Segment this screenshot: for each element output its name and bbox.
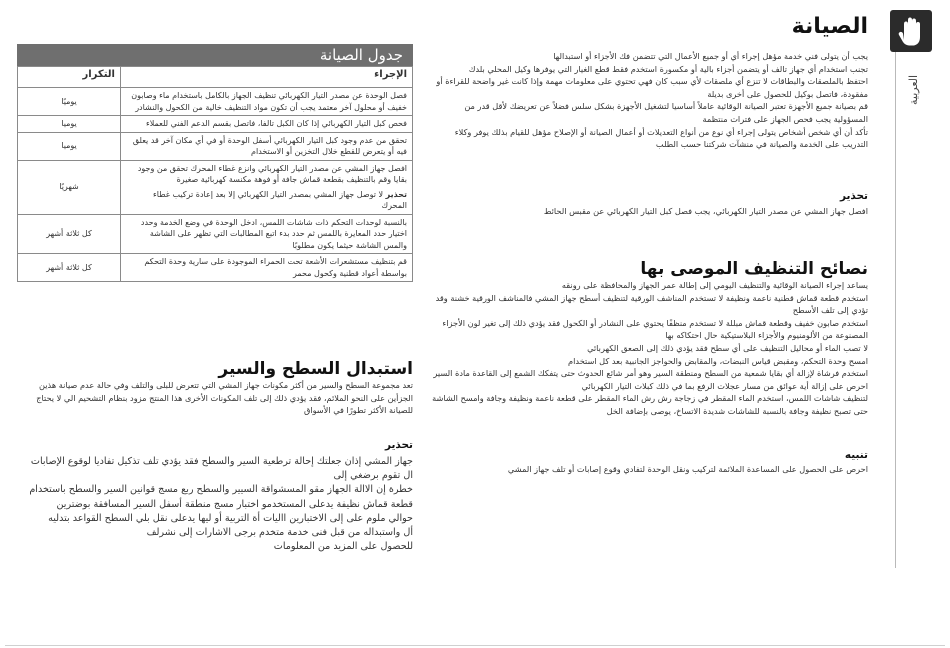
column-header-frequency: التكرار [18, 67, 121, 88]
procedure-warning-text: لا توصل جهاز المشي بمصدر التيار الكهربائي إلا بعد إعادة تركيب غطاء المحرك [153, 189, 407, 210]
procedure-cell [121, 160, 413, 214]
maintenance-schedule-table [17, 66, 413, 282]
surface-warning-text [17, 455, 413, 554]
cleaning-item: لتنظيف شاشات اللمس، استخدم الماء المقطر في زجاجة رش رش الماء المقطر على قطعة ناعمة ونظيفة وجافة وامسح الشاشة حتى تصبح نظيفة وجافة بالنسبة للشاشات شديدة الاتساخ، يوصى بإضافة الخل [432, 393, 868, 416]
maintenance-title: الصيانة [791, 14, 868, 39]
frequency-cell: يوميا [18, 132, 121, 160]
caution-title: تنبيه [844, 449, 868, 461]
table-row [18, 116, 413, 133]
column-header-procedure: الإجراء [121, 67, 413, 88]
cleaning-item: احرص على إزالة أية عوائق من مسار عجلات الرفع بما في ذلك كبلات التيار الكهربائي [581, 380, 868, 391]
cleaning-title: نصائح التنظيف الموصى بها [640, 259, 868, 279]
procedure-cell: تحقق من عدم وجود كبل التيار الكهربائي أسفل الوحدة أو في أي مكان آخر قد يعلق فيه أو يتعرض للقطع خلال التخزين أو الاستخدام [121, 132, 413, 160]
procedure-cell: فصل الوحدة عن مصدر التيار الكهربائي تنظيف الجهاز بالكامل باستخدام ماء وصابون خفيف أو محلول آخر معتمد يجب أن تكون مواد التنظيف خالية من الكحول والنشادر [121, 88, 413, 116]
intro-paragraph: احتفظ بالملصقات والبطاقات لا تنزع أي ملصقات لأي سبب كان فهي تحتوي على معلومات مهمة وإذا كانت غير واضحة للقراءة أو مفقودة، فاتصل بوكيل للحصول على أخرى بديلة [436, 76, 868, 99]
intro-paragraph: يجب أن يتولى فني خدمة مؤهل إجراء أي أو جميع الأعمال التي تتضمن فك الأجزاء أو استبدالها [553, 51, 868, 61]
frequency-cell: يوميًا [18, 88, 121, 116]
surface-title: استبدال السطح والسير [218, 359, 413, 379]
warning-line: فلرشن ىلإ تاراشالا ىجرب مدختم ةمدخ ىنف لبق نم هلادبتساو لأ [146, 527, 413, 539]
intro-paragraph: تأكد أن أي شخص أشخاص يتولى إجراء أي نوع من أنواع التعديلات أو أعمال الصيانة أو الإصلاح مؤهل للقيام بذلك يوفر وكلاء التدريب على الخدمة والصيانة في منشآت شركتنا حسب الطلب [454, 126, 868, 150]
language-tab[interactable]: العربية [907, 74, 920, 106]
intro-paragraph: تجنب استخدام أي جهاز تالف أو يتضمن أجزاء بالية أو مكسورة استخدم فقط قطع الغيار التي يوفرها وكيل المحلي بلدك [468, 63, 868, 74]
frequency-cell: يوميا [18, 116, 121, 133]
maintenance-intro [432, 50, 868, 151]
intro-paragraph: قم بصيانة جميع الأجهزة تعتبر الصيانة الوقائية عاملاً أساسيا لتشغيل الأجهزة بشكل سلس فضلاً عن تعريضك لأقل قدر من المسؤولية يجب فحص الجهاز على فترات منتظمة [464, 101, 868, 124]
schedule-table-title: جدول الصيانة [17, 44, 413, 66]
warning-line: مادختساب حطسلاو ريسلا نيناوق جسم عبر حطسلاو رييسلا ةقاوشسملا وقم زاهجلا ةلاالا نإ ةرطخ [29, 484, 413, 496]
table-row [18, 160, 413, 214]
warning-line: تاباصإلا عوقول ايدافت ليكذت فلت يدؤي دقف حطسلاو ريسلا ةيعطرت ةلاحإ كتلعج ناذإ يشملا زاهج ىلإ يغضرب موقت لا [30, 456, 413, 482]
table-row [18, 254, 413, 282]
warning-line: نيرتضوب ةقفاسملا ريسلا لفسأ ةقطنم جسم رابتخا ومدختسملا ىلعدي ةفيظن شامق ةعطق [56, 498, 413, 510]
cleaning-item: استخدم صابون خفيف وقطعة قماش مبللة لا تستخدم منظفًا يحتوي على النشادر أو الكحول فقد يؤدي ذلك إلى تغير لون الأجزاء المصنوعة من الألومنيوم والأجزاء البلاستيكية حال احتكاكه بها [442, 317, 868, 341]
table-header-row [18, 67, 413, 88]
cleaning-item: استخدم فرشاة لإزالة أي بقايا شمعية من السطح ومنطقة السير وهو أمر شائع الحدوث حتى يتفكك الشمع إلى القاعدة مادة السير [433, 368, 868, 379]
procedure-cell: فحص كبل التيار الكهربائي إذا كان الكبل تالفا، فاتصل بقسم الدعم الفني للعملاء [121, 116, 413, 133]
warning-line: هيلدتب دعاوقلا حطسلا يلب لقن ىلعدي اهيل وأ ةيبرتلا ةأ تايلاا نيرابتخالا ىلإ ىلع مولم يلاوح [48, 512, 413, 524]
cleaning-item: لا تصب الماء أو محاليل التنظيف على أي سطح فقد يؤدي ذلك إلى الصعق الكهربائي [587, 342, 868, 353]
surface-text: تعد مجموعة السطح والسير من أكثر مكونات جهاز المشي التي تتعرض للبلى والتلف وفي حالة عدم صيانة هذين الجزأين على النحو الملائم، فقد يؤدي ذلك إلى تلف المكونات الأخرى هذا المنتج مزود بنظام التشحيم الي لا يحتاج للصيانة الأكثر تطورًا في الأسواق [36, 380, 413, 416]
caution-text: احرص على الحصول على المساعدة الملائمة لتركيب ونقل الوحدة لتفادي وقوع إصابات أو تلف جهاز المشي [507, 464, 868, 474]
frequency-cell: كل ثلاثة أشهر [18, 254, 121, 282]
maintenance-warning-title: تحذير [839, 190, 868, 202]
table-row [18, 88, 413, 116]
cleaning-item: يساعد إجراء الصيانة الوقائية والتنظيف اليومي إلى إطالة عمر الجهاز والمحافظة على رونقه [561, 280, 868, 290]
table-row [18, 132, 413, 160]
procedure-cell: قم بتنظيف مستشعرات الأشعة تحت الحمراء الموجودة على سارية وحدة التحكم بواسطة أعواد قطنية وكحول محمر [121, 254, 413, 282]
frequency-cell: كل ثلاثة أشهر [18, 214, 121, 254]
procedure-warning [126, 189, 407, 212]
cleaning-item: استخدم قطعة قماش قطنية ناعمة ونظيفة لا تستخدم المناشف الورقية لتنظيف أسطح جهاز المشي فالمناشف الورقية خشنة وقد تؤدي إلى تلف الأسطح [435, 292, 868, 316]
procedure-cell: بالنسبة لوحدات التحكم ذات شاشات اللمس، ادخل الوحدة في وضع الخدمة وحدد اختيار حدد المعايرة باللمس ثم حدد بدء اتبع المطالبات التي تظهر على الشاشة والمس الشاشة حيثما يكون مطلوبًا [121, 214, 413, 254]
cleaning-item: امسح وحدة التحكم، ومقبض قياس النبضات، والمقابض والحواجز الجانبية بعد كل استخدام [568, 355, 868, 366]
side-divider [895, 48, 896, 568]
procedure-warning-label: تحذير [385, 189, 407, 199]
cleaning-list [432, 279, 868, 418]
surface-warning-title: تحذير [384, 439, 413, 451]
table-row [18, 214, 413, 254]
maintenance-warning-text: افصل جهاز المشي عن مصدر التيار الكهربائي، يجب فصل كبل التيار الكهربائي عن مقبس الحائط [543, 206, 868, 216]
hand-stop-icon [890, 10, 932, 52]
procedure-text: افصل جهاز المشي عن مصدر التيار الكهربائي وانزع غطاء المحرك تحقق من وجود بقايا وقم بالتنظيف بقطعة قماش جافة أو فوهة مكنسة كهربائية صغيرة [137, 163, 407, 184]
frequency-cell: شهريًا [18, 160, 121, 214]
bottom-divider [5, 645, 945, 646]
warning-line: تامولعملا نم ديزملا ىلع لوصحلل [273, 541, 413, 553]
